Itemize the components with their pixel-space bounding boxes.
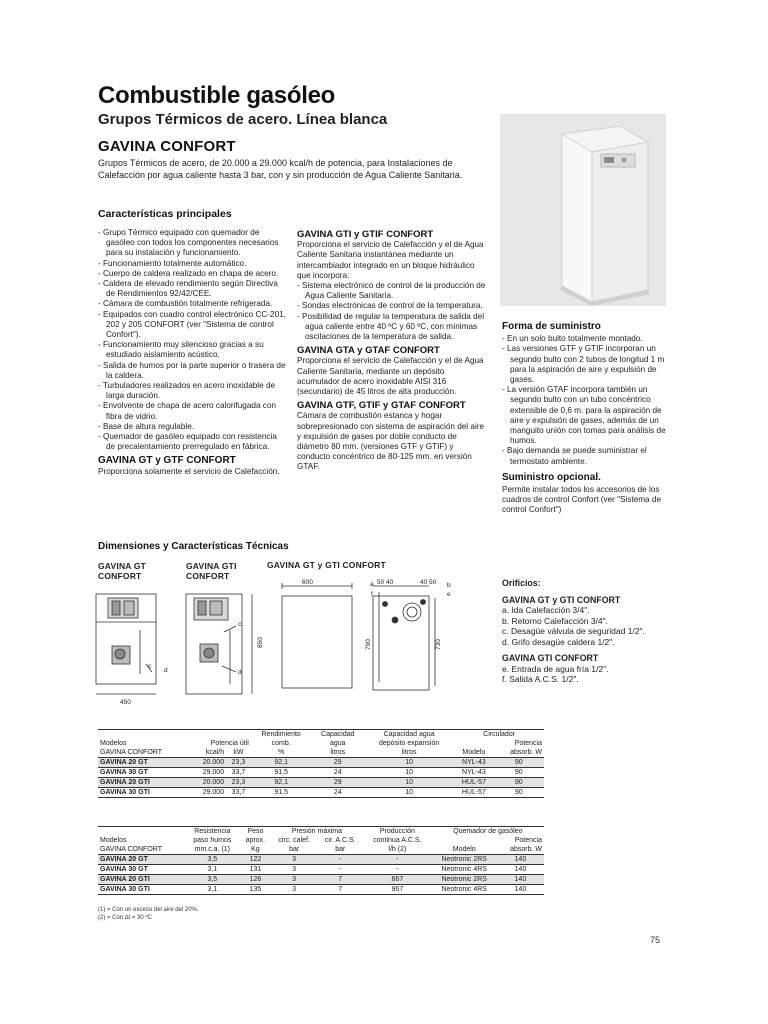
cell: 20.000 [190,758,226,768]
th: comb. [271,740,291,747]
list-item: - Funcionamiento muy silencioso gracias a su estudiado aislamiento acústico. [98,340,264,360]
th: l/h (2) [388,846,407,853]
cell: 140 [514,886,527,893]
cell: GAVINA 20 GT [98,855,185,865]
cell: 10 [405,789,414,796]
cell: 10 [364,758,454,768]
cell: Neotronic 4RS [441,866,487,873]
cell: 3,1 [207,866,218,873]
cell: 90 [494,778,544,788]
list-item: - Cuerpo de caldera realizado en chapa de acero. [98,268,279,278]
th: litros [330,749,346,756]
orificios-group1: GAVINA GT y GTI CONFORT [502,594,621,605]
th: cir. A.C.S. [324,837,356,844]
th: absorb. W [510,846,542,853]
th: Presión máxima [291,828,343,835]
th: Potencia [514,837,542,844]
cell: HUL-57 [461,789,486,796]
label-gt: GAVINA GT CONFORT [98,561,147,581]
th: Producción [379,828,415,835]
th: circ. calef. [278,837,310,844]
list-item: - Salida de humos por la parte superior o trasera de la caldera. [98,360,286,380]
cell: 3 [292,866,297,873]
th: Circulador [483,731,516,738]
opcional-text: Permite instalar todos los accesorios de los cuadros de control Confort (ver "Sistema de control Confort") [502,485,661,515]
cell: 90 [494,758,544,768]
list-item: - Base de altura regulable. [98,421,195,431]
cell: GAVINA 20 GT [98,758,190,768]
cell: 140 [514,866,527,873]
cell: 23,3 [226,778,251,788]
th: bar [335,846,346,853]
th: litros [401,749,417,756]
list-item: - Caldera de elevado rendimiento según Directiva de Rendimientos 92/42/CEE. [98,279,278,299]
cell: NYL-43 [462,769,486,776]
list-item: - Sondas electrónicas de control de la temperatura. [297,301,483,311]
cell: GAVINA 30 GTI [100,886,150,893]
letter-c: c [148,663,152,670]
cell: 3 [271,855,318,865]
orificios-heading: Orificios: [502,578,541,588]
th: continua A.C.S. [373,837,422,844]
cell: - [317,855,363,865]
orificios-group2: GAVINA GTI CONFORT [502,653,599,663]
tech-table-1 [98,729,544,798]
list-item: - Funcionamiento totalmente automático. [98,258,247,268]
note-1: (1) = Con un exceso del aire del 20%. [98,907,199,913]
caracteristicas-list [98,228,288,477]
gti-heading: GAVINA GTI y GTIF CONFORT [297,229,434,240]
cell: 140 [497,875,544,885]
th: Potencia útil [210,740,249,747]
cell: 126 [240,875,271,885]
list-item: b. Retorno Calefacción 3/4". [502,615,609,626]
suministro-heading: Forma de suministro [502,321,601,332]
list-item: - Posibilidad de regular la temperatura de salida del agua caliente entre 40 ºC y 60 ºC, con mínimas oscilaciones de la temperatura de salida. [297,311,485,342]
cell: 122 [240,855,271,865]
cell: 23,3 [226,758,251,768]
list-item: - Equipados con cuadro control electrónico CC-201, 202 y 205 CONFORT (ver "Sistema de control Confort"). [98,309,286,340]
dim-width-gt: 450 [120,699,131,706]
th: agua [329,740,346,747]
th: Modelos [100,740,127,747]
list-item: e. Entrada de agua fría 1/2". [502,663,609,674]
cell: 3,5 [185,875,240,885]
cell: 92,1 [251,758,312,768]
cell: 33,7 [231,789,246,796]
list-item: a. Ida Calefacción 3/4". [502,605,590,615]
cell: 91,5 [274,769,288,776]
table-row [98,855,544,865]
list-item: - La versión GTAF incorpora también un segundo bulto con un tubo concéntrico extensible de 0,6 m. para la aspiración de aire y expulsión de gases, además de un manguito unión con tomas para análisis de humos. [502,385,666,446]
page-subtitle: Grupos Térmicos de acero. Línea blanca [98,111,388,128]
cell: 91,5 [274,789,288,796]
cell: 140 [497,855,544,865]
th: Potencia [514,740,542,747]
cell: GAVINA 30 GT [100,866,148,873]
model-title: GAVINA CONFORT [98,138,236,155]
letter-d-gti: d [238,669,242,676]
cell: 20.000 [190,778,226,788]
th: GAVINA CONFORT [100,846,162,853]
letter-a: a [370,581,374,588]
dim-850: 850 [257,637,264,648]
th: Peso [247,828,264,835]
letter-c-gti: c [238,621,242,628]
cell: 33,7 [231,769,246,776]
th: Modelos [100,837,127,844]
cell: 10 [405,769,414,776]
list-item: - Bajo demanda se puede suministrar el termostato ambiente. [502,446,647,466]
letter-e: e [447,591,451,598]
dimensiones-heading: Dimensiones y Características Técnicas [98,541,289,552]
th: % [278,749,285,756]
letter-f: f [371,591,373,598]
table-row [98,778,544,788]
cell: Neotronic 2RS [432,855,497,865]
dim-4050: 40 50 [420,579,437,586]
orificios-panel [502,578,672,685]
dimension-drawings [90,574,495,706]
th: aprox. [245,837,266,844]
cell: 3 [271,875,318,885]
cell: 29.000 [202,789,225,796]
th: Rendimiento [261,731,301,738]
table-row [98,788,544,798]
letter-b: b [447,582,451,589]
table-row [98,885,544,895]
gtf-heading: GAVINA GTF, GTIF y GTAF CONFORT [297,400,466,412]
th: Modelo [452,846,476,853]
cell: 90 [514,789,523,796]
cell: 3 [292,886,297,893]
list-item: - Sistema electrónico de control de la producción de Agua Caliente Sanitaria. [297,281,486,301]
label-gt-gti: GAVINA GT y GTI CONFORT [267,560,386,570]
suministro-column [502,322,672,516]
cell: 24 [333,769,342,776]
table-row [98,875,544,885]
th: depósito expansión [378,740,440,747]
dim-width: 600 [302,579,313,586]
cell: 667 [363,875,432,885]
models-column [297,226,487,473]
cell: - [363,855,432,865]
label-gti: GAVINA GTI CONFORT [186,561,237,581]
cell: NYL-43 [454,758,493,768]
cell: 92,1 [251,778,312,788]
caracteristicas-heading: Características principales [98,208,232,220]
cell: GAVINA 20 GTI [98,875,185,885]
cell: 3,5 [185,855,240,865]
list-item: - Grupo Térmico equipado con quemador de gasóleo con todos los componentes necesarios para su instalación y funcionamiento. [98,228,279,258]
cell: 90 [514,769,523,776]
th: paso humos [193,837,232,844]
cell: 10 [364,778,454,788]
list-item: c. Desagüe válvula de seguridad 1/2". [502,626,645,636]
th: kcal/h [205,749,225,756]
cell: 7 [317,875,363,885]
list-item: - Turbuladores realizados en acero inoxidable de larga duración. [98,381,276,401]
table-row [98,768,544,778]
th: bar [289,846,300,853]
intro-text: Grupos Térmicos de acero, de 20.000 a 29.000 kcal/h de potencia, para Instalaciones de Calefacción por agua caliente hasta 3 bar, con y sin producción de Agua Caliente Sanitaria. [98,158,463,180]
opcional-heading: Suministro opcional. [502,471,601,483]
gti-text: Proporciona el servicio de Calefacción y el de Agua Caliente Sanitaria instantánea mediante un intercambiador integrado en un bloque hidráulico que incorpora: [297,240,484,280]
th: Capacidad agua [383,731,435,738]
gta-heading: GAVINA GTA y GTAF CONFORT [297,345,440,357]
list-item: - En un solo bulto totalmente montado. [502,334,643,344]
th: Quemador de gasóleo [453,828,523,835]
boiler-illustration [500,114,666,306]
page-number: 75 [650,935,661,945]
cell: 3,1 [207,886,218,893]
cell: 131 [249,866,262,873]
list-item: - Envolvente de chapa de acero calorifugada con fibra de vidrio. [98,401,276,421]
gtf-text: Cámara de combustión estanca y hogar sobrepresionado con sistema de aspiración del aire y expulsión de gases por doble conducto de diámetro 80 mm. (versiones GTF y GTIF) y conducto concéntrico de 80-125 mm. en versión GTAF. [297,411,485,472]
cell: 29 [312,758,365,768]
cell: - [339,866,342,873]
boiler-photo [500,114,666,306]
list-item: d. Grifo desagüe caldera 1/2". [502,636,615,647]
th: Capacidad [321,731,355,738]
list-item: - Las versiones GTF y GTIF incorporan un segundo bulto con 2 tubos de longitud 1 m para la aspiración de aire y expulsión de gases. [502,344,665,385]
cell: 29.000 [202,769,225,776]
th: Modelo [462,749,486,756]
gta-text: Proporciona el servicio de Calefacción y el de Agua Caliente Sanitaria, mediante un depósito acumulador de acero inoxidable AISI 316 (secundario) de 45 litros de alta producción. [297,356,484,397]
list-item: - Quemador de gasóleo equipado con resistencia de precalentamiento prerregulado en fábrica. [98,432,277,452]
list-item: f. Salida A.C.S. 1/2". [502,674,579,684]
gt-text: Proporciona solamente el servicio de Calefacción. [98,466,280,476]
dim-790: 790 [365,639,372,650]
table-row [98,865,544,875]
cell: GAVINA 30 GTI [100,789,150,796]
cell: GAVINA 30 GT [100,769,148,776]
th: mm.c.a. (1) [194,846,231,853]
th: absorb. W [510,749,542,756]
cell: GAVINA 20 GTI [98,778,190,788]
th: GAVINA CONFORT [100,749,162,756]
cell: HUL-57 [454,778,493,788]
cell: Neotronic 4RS [441,886,487,893]
cell: - [396,866,399,873]
th: Kg [251,846,260,853]
page-title: Combustible gasóleo [98,82,335,109]
table-row [98,758,544,768]
th: Resistencia [194,828,231,835]
tech-table-2 [98,826,544,895]
cell: 24 [333,789,342,796]
letter-d: d [164,667,168,674]
note-2: (2) = Con ∆t = 30 ºC [98,915,152,921]
cell: Neotronic 2RS [432,875,497,885]
list-item: - Cámara de combustión totalmente refrigerada. [98,299,273,309]
cell: 7 [338,886,343,893]
gt-heading: GAVINA GT y GTF CONFORT [98,455,236,467]
cell: 29 [312,778,365,788]
cell: 967 [391,886,404,893]
dim-730: 730 [435,639,442,650]
cell: 135 [249,886,262,893]
table-notes [98,906,199,922]
dim-5040: 50 40 [377,579,394,586]
th: kW [233,749,244,756]
